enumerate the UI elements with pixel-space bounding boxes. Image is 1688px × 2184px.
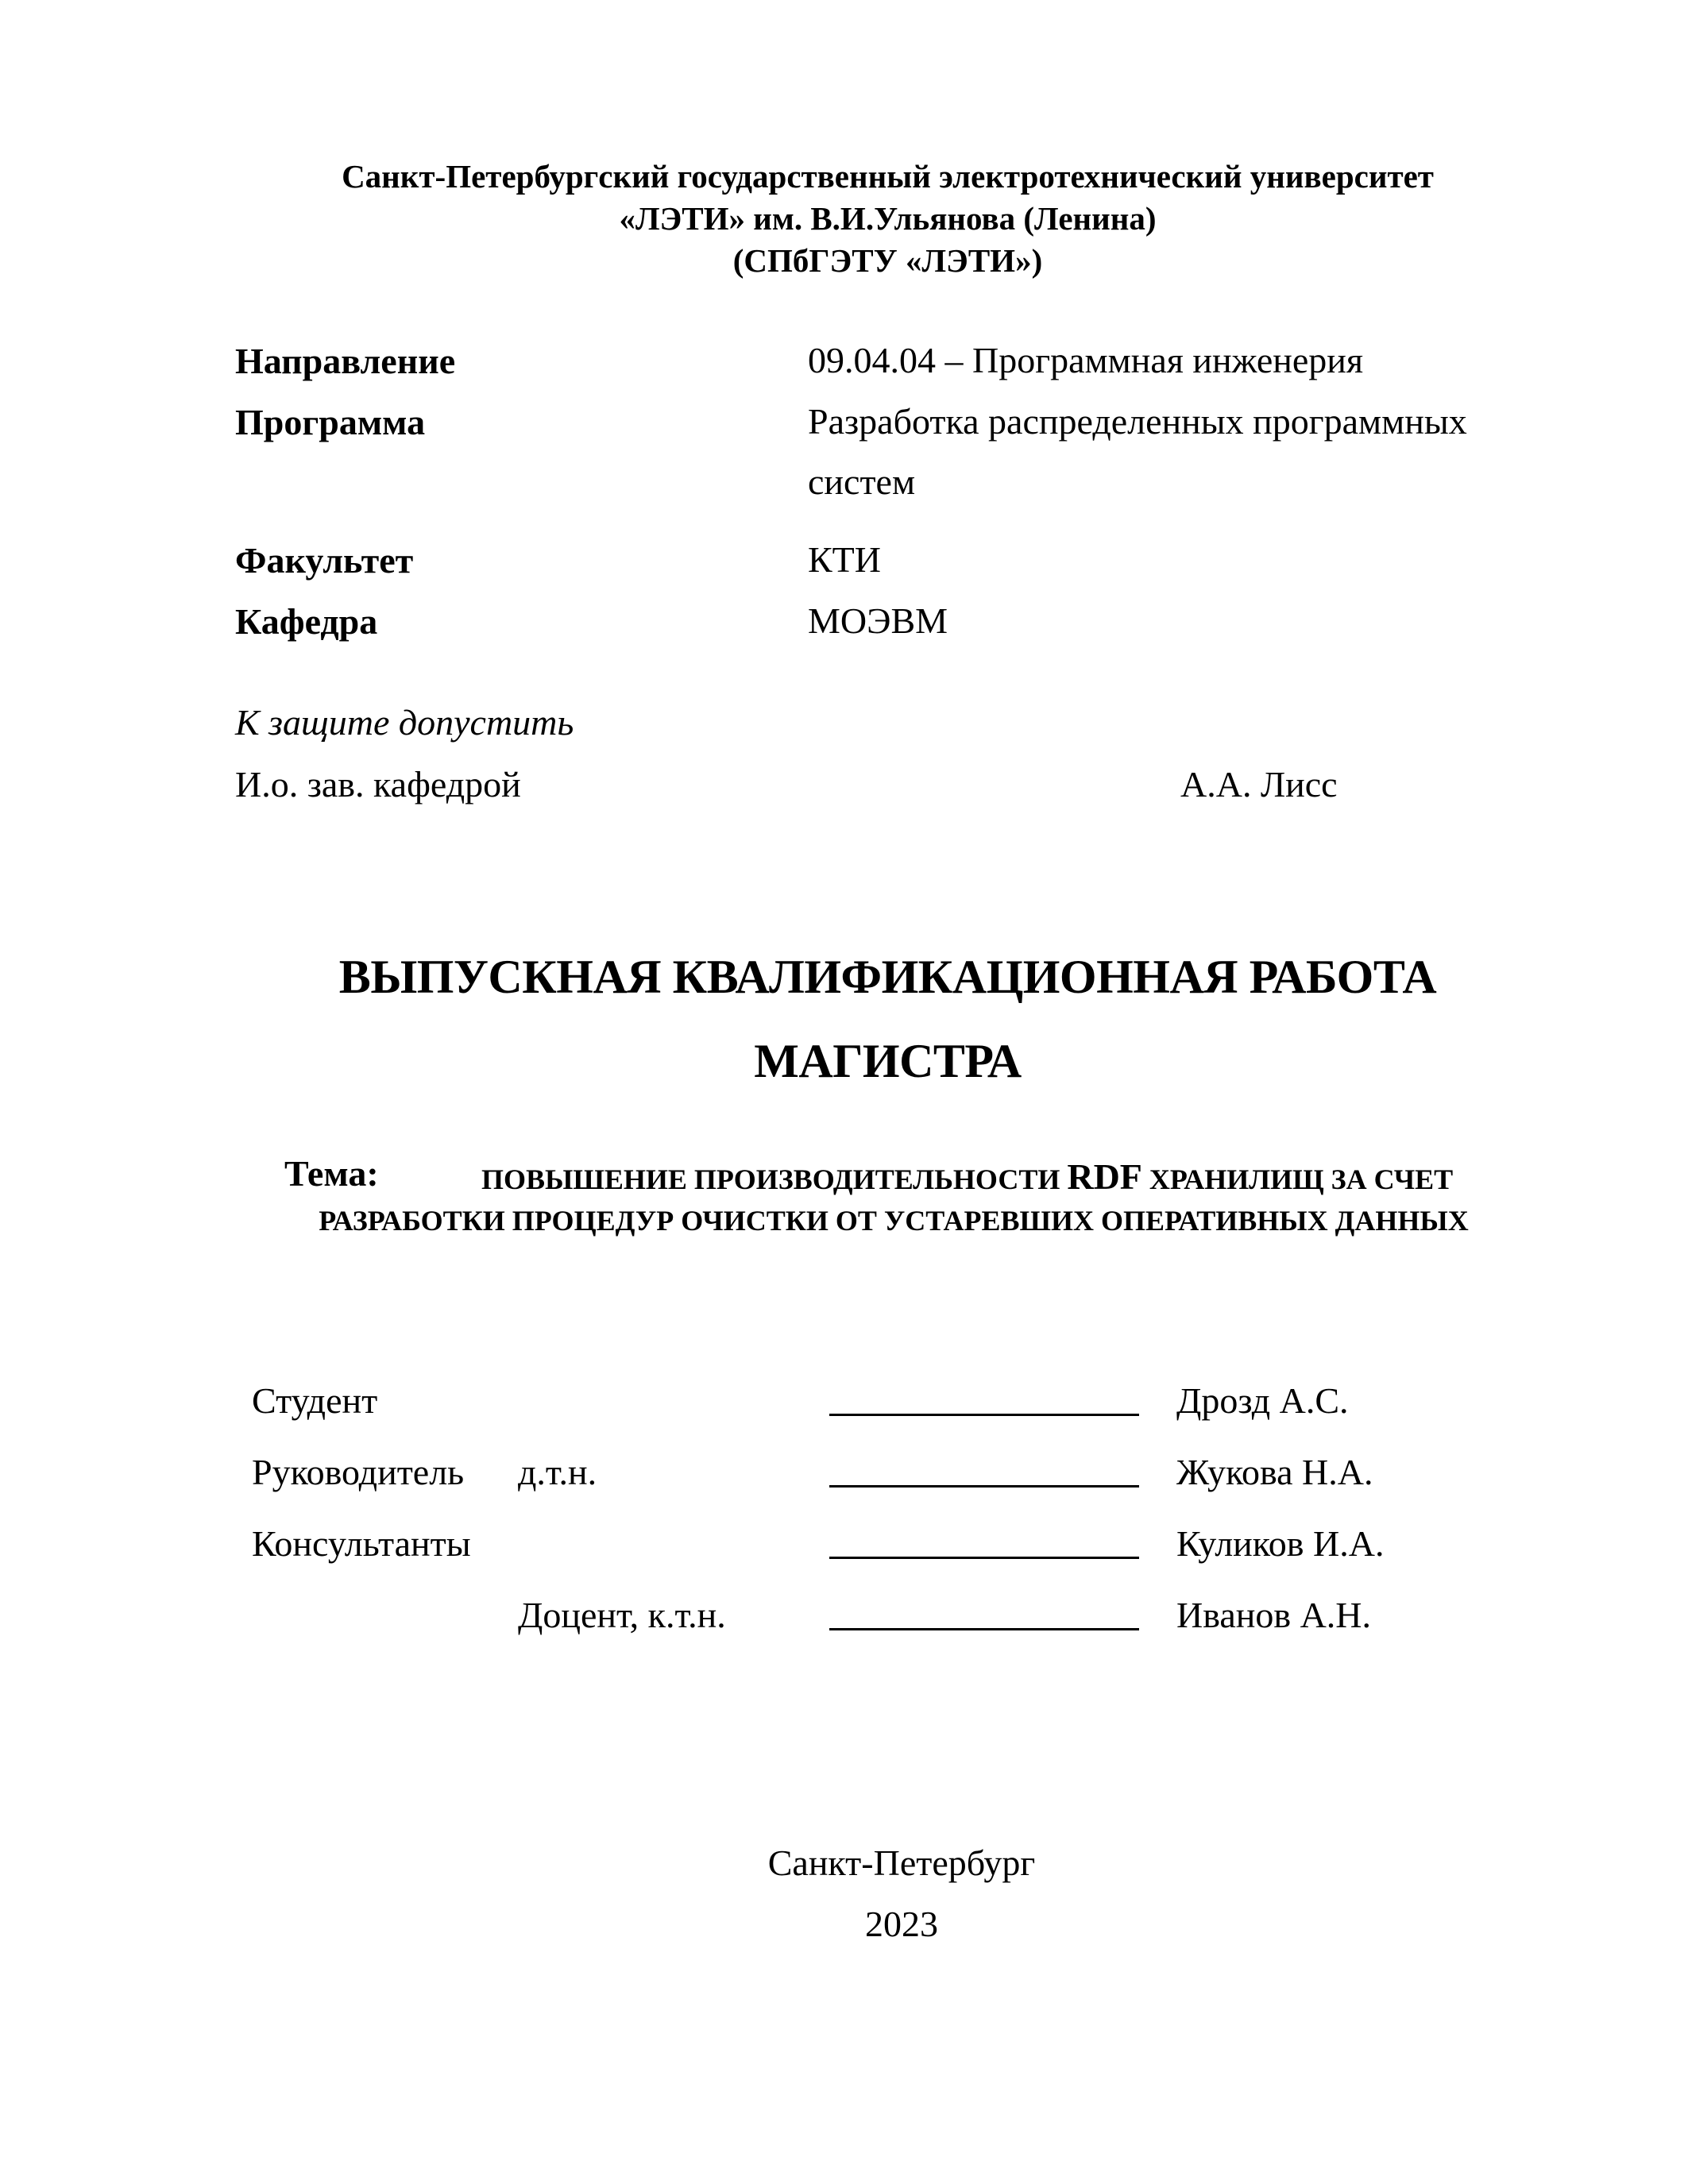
theme-text-rdf: RDF: [1067, 1156, 1142, 1197]
signature-line-consultant1: [829, 1557, 1139, 1559]
signature-degree-consultant2: Доцент, к.т.н.: [518, 1595, 726, 1635]
faculty-value: КТИ: [808, 539, 881, 580]
faculty-label: Факультет: [235, 540, 414, 581]
direction-value: 09.04.04 – Программная инженерия: [808, 340, 1364, 380]
work-title: ВЫПУСКНАЯ КВАЛИФИКАЦИОННАЯ РАБОТА: [338, 951, 1437, 1003]
signature-role-supervisor: Руководитель: [252, 1452, 465, 1492]
program-label: Программа: [235, 402, 426, 442]
signature-line-consultant2: [829, 1628, 1139, 1630]
department-head-role: И.о. зав. кафедрой: [235, 764, 521, 805]
program-value: Разработка распределенных программных систем: [808, 401, 1467, 502]
theme-label: Тема:: [284, 1153, 379, 1194]
signature-name-consultant2: Иванов А.Н.: [1176, 1595, 1372, 1635]
admit-to-defense-text: К защите допустить: [235, 702, 574, 743]
theme-text-line1: [481, 1158, 1453, 1198]
department-head-name: А.А. Лисс: [1180, 764, 1338, 805]
direction-label: Направление: [235, 341, 456, 381]
footer-year: 2023: [865, 1904, 938, 1944]
university-name-line2: «ЛЭТИ» им. В.И.Ульянова (Ленина): [619, 200, 1157, 237]
signature-name-student: Дрозд А.С.: [1176, 1380, 1349, 1421]
work-title-line2: МАГИСТРА: [754, 1035, 1022, 1087]
signature-role-consultants: Консультанты: [252, 1523, 471, 1564]
university-name: Санкт-Петербургский государственный электротехнический университет: [342, 158, 1434, 195]
signature-name-supervisor: Жукова Н.А.: [1176, 1452, 1373, 1492]
theme-text-line2: РАЗРАБОТКИ ПРОЦЕДУР ОЧИСТКИ ОТ УСТАРЕВШИХ ОПЕРАТИВНЫХ ДАННЫХ: [319, 1205, 1469, 1237]
university-abbreviation: (СПбГЭТУ «ЛЭТИ»): [732, 242, 1043, 279]
signature-line-student: [829, 1414, 1139, 1416]
department-label: Кафедра: [235, 601, 378, 642]
theme-text-part1: ПОВЫШЕНИЕ ПРОИЗВОДИТЕЛЬНОСТИ: [481, 1163, 1068, 1195]
signature-line-supervisor: [829, 1485, 1139, 1488]
signature-name-consultant1: Куликов И.А.: [1176, 1523, 1385, 1564]
department-value: МОЭВМ: [808, 600, 948, 641]
footer-city: Санкт-Петербург: [767, 1843, 1036, 1883]
theme-text-part2: ХРАНИЛИЩ ЗА СЧЕТ: [1141, 1163, 1454, 1195]
signature-role-student: Студент: [252, 1380, 378, 1421]
signature-degree-supervisor: д.т.н.: [518, 1452, 597, 1492]
